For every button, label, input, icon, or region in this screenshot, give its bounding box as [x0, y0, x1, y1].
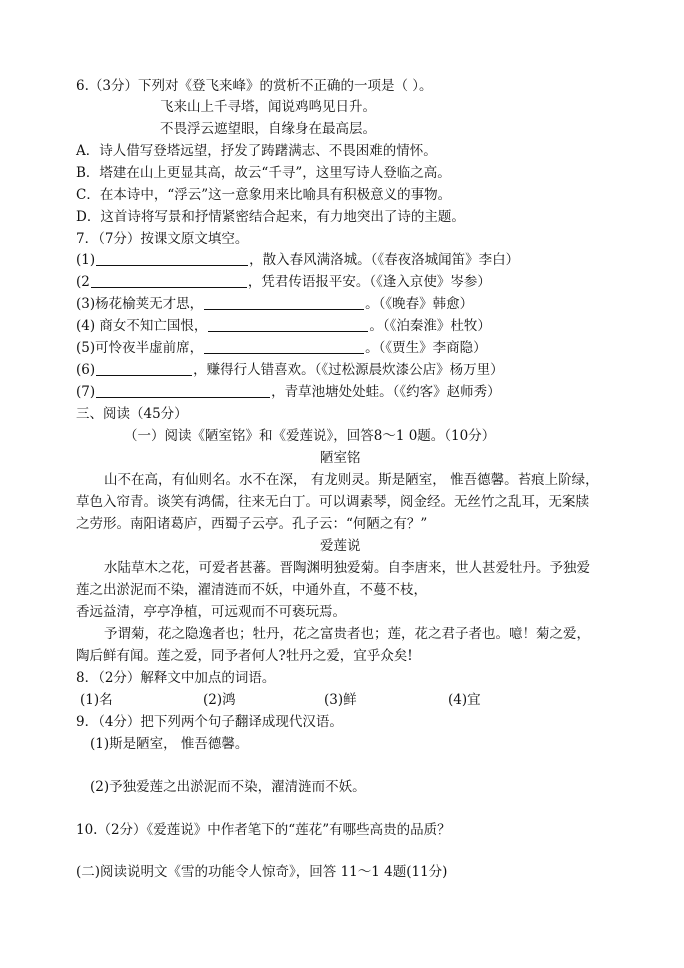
q7-item	[76, 382, 501, 402]
fill-blank[interactable]	[96, 361, 192, 376]
q8-item: (2)鸿	[203, 692, 236, 708]
q7-item-prefix: (7)	[76, 384, 96, 400]
q10-stem: 10.（2分）《爱莲说》中作者笔下的“莲花”有哪些高贵的品质？	[76, 822, 451, 838]
q7-item	[76, 360, 504, 380]
passage-title: 陋室铭	[320, 450, 361, 466]
q7-item	[76, 250, 519, 270]
q7-item-suffix: 。（《贾生》李商隐）	[365, 340, 487, 356]
q7-item-prefix: (4) 商女不知亡国恨，	[76, 318, 208, 334]
poem-line-2: 不畏浮云遮望眼，自缘身在最高层。	[160, 121, 376, 137]
q6-stem: 6.（3分）下列对《登飞来峰》的赏析不正确的一项是（ ）。	[76, 78, 433, 94]
q8-item: (3)鲜	[324, 692, 357, 708]
q9-stem: 9．（4分）把下列两个句子翻译成现代汉语。	[76, 714, 343, 730]
fill-blank[interactable]	[204, 339, 364, 354]
q7-item-prefix: (3)杨花榆荚无才思，	[76, 296, 204, 312]
section-heading: 三、阅读（45分）	[76, 406, 188, 422]
fill-blank[interactable]	[204, 295, 364, 310]
fill-blank[interactable]	[208, 317, 368, 332]
passage-line: 水陆草木之花，可爱者甚蕃。晋陶渊明独爱菊。自李唐来，世人甚爱牡丹。予独爱	[104, 560, 590, 576]
fill-blank[interactable]	[96, 251, 248, 266]
passage-title: 爱莲说	[320, 538, 361, 554]
q8-item: (4)宜	[448, 692, 481, 708]
q7-item	[76, 338, 487, 358]
q7-item-suffix: ，青草池塘处处蛙。（《约客》赵师秀）	[271, 384, 501, 400]
q6-option-d: D．这首诗将写景和抒情紧密结合起来，有力地突出了诗的主题。	[76, 209, 465, 225]
q8-stem: 8．（2分）解释文中加点的词语。	[76, 670, 276, 686]
q9-sentence-2: (2)予独爱莲之出淤泥而不染，濯清涟而不妖。	[90, 779, 366, 795]
part1-intro: （一）阅读《陋室铭》和《爱莲说》，回答8～1 0题。（10分）	[124, 428, 496, 444]
q7-item	[76, 294, 473, 314]
q7-stem: 7．（7分）按课文原文填空。	[76, 231, 249, 247]
passage-line: 予谓菊，花之隐逸者也；牡丹，花之富贵者也；莲，花之君子者也。噫！菊之爱，	[104, 626, 590, 642]
q7-item-prefix: (1)	[76, 252, 96, 268]
q7-item	[76, 272, 491, 292]
q6-option-b: B．塔建在山上更显其高，故云“千寻”，这里写诗人登临之高。	[76, 165, 451, 181]
passage-line: 香远益清，亭亭净植，可远观而不可亵玩焉。	[76, 604, 346, 620]
q7-item-suffix: ，散入春风满洛城。（《春夜洛城闻笛》李白）	[249, 252, 520, 268]
passage-line: 陶后鲜有闻。莲之爱，同予者何人?牡丹之爱，宜乎众矣!	[76, 648, 413, 664]
passage-line: 之劳形。南阳诸葛庐，西蜀子云亭。孔子云：“何陋之有？”	[76, 516, 428, 532]
passage-line: 草色入帘青。谈笑有鸿儒，往来无白丁。可以调素琴，阅金经。无丝竹之乱耳，无案牍	[76, 494, 589, 510]
passage-line: 莲之出淤泥而不染，濯清涟而不妖，中通外直，不蔓不枝，	[76, 582, 427, 598]
q7-item-prefix: (6)	[76, 362, 96, 378]
passage-line: 山不在高，有仙则名。水不在深， 有龙则灵。斯是陋室， 惟吾德馨。苔痕上阶绿，	[104, 472, 599, 488]
q8-item: (1)名	[80, 692, 113, 708]
q6-option-c: C．在本诗中，“浮云”这一意象用来比喻具有积极意义的事物。	[76, 187, 452, 203]
q7-item-suffix: ，凭君传语报平安。（《逢入京使》岑参）	[247, 274, 491, 290]
fill-blank[interactable]	[96, 383, 270, 398]
q9-sentence-1: (1)斯是陋室， 惟吾德馨。	[90, 736, 249, 752]
q7-item-prefix: (5)可怜夜半虚前席，	[76, 340, 204, 356]
q7-item-suffix: 。（《泊秦淮》杜牧）	[369, 318, 491, 334]
q6-option-a: A．诗人借写登塔远望，抒发了踌躇满志、不畏困难的情怀。	[76, 143, 437, 159]
fill-blank[interactable]	[91, 273, 247, 288]
part2-intro: (二)阅读说明文《雪的功能令人惊奇》，回答 11～1 4题(11分)	[76, 864, 448, 880]
q7-item-prefix: (2	[76, 274, 90, 290]
poem-line-1: 飞来山上千寻塔，闻说鸡鸣见日升。	[160, 99, 376, 115]
q7-item-suffix: ，赚得行人错喜欢。（《过松源晨炊漆公店》杨万里）	[193, 362, 504, 378]
q7-item-suffix: 。（《晚春》韩愈）	[365, 296, 474, 312]
q7-item	[76, 316, 491, 336]
